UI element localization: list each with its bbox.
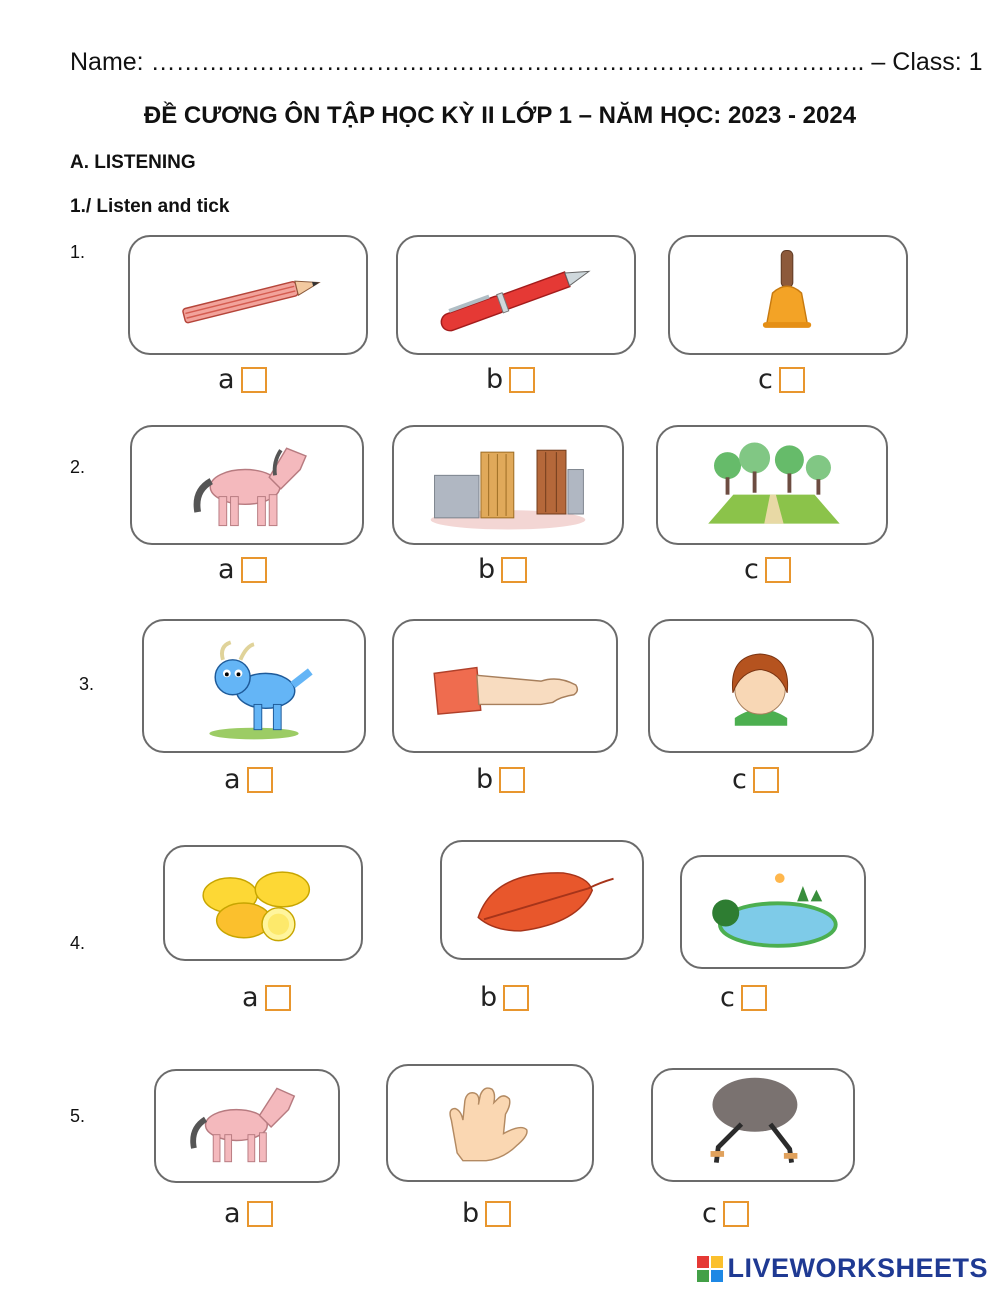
- task-instruction: 1./ Listen and tick: [70, 196, 230, 217]
- question-number: 4.: [70, 933, 86, 953]
- option-b: [486, 364, 535, 395]
- tick-checkbox[interactable]: [247, 767, 273, 793]
- tick-checkbox[interactable]: [503, 985, 529, 1011]
- option-letter: a: [218, 554, 235, 585]
- option-c: [720, 982, 767, 1013]
- tick-checkbox[interactable]: [241, 557, 267, 583]
- picture-card: [440, 840, 644, 960]
- brand-text: LIVEWORKSHEETS: [727, 1253, 988, 1283]
- picture-card: [130, 425, 364, 545]
- garden-picture: [658, 427, 886, 543]
- option-c: [732, 764, 779, 795]
- picture-card: [648, 619, 874, 753]
- hand-picture: [388, 1066, 592, 1180]
- option-letter: b: [480, 982, 498, 1013]
- pencil-picture: [130, 237, 366, 353]
- option-letter: c: [720, 982, 735, 1013]
- option-c: [744, 554, 791, 585]
- name-class-line: Name: ………………………………………………………………………….. – Class: 1: [70, 48, 983, 76]
- leaf-picture: [442, 842, 642, 958]
- tick-checkbox[interactable]: [509, 367, 535, 393]
- question-number: 5.: [70, 1106, 86, 1126]
- horse-picture: [156, 1071, 338, 1181]
- option-b: [476, 764, 525, 795]
- picture-card: [651, 1068, 855, 1182]
- lemons-picture: [165, 847, 361, 959]
- tick-checkbox[interactable]: [779, 367, 805, 393]
- option-a: [218, 554, 267, 585]
- picture-card: [668, 235, 908, 355]
- picture-card: [163, 845, 363, 961]
- option-letter: c: [758, 364, 773, 395]
- tick-checkbox[interactable]: [247, 1201, 273, 1227]
- picture-card: [680, 855, 866, 969]
- option-letter: c: [744, 554, 759, 585]
- picture-card: [154, 1069, 340, 1183]
- horse-picture: [132, 427, 362, 543]
- option-letter: b: [476, 764, 494, 795]
- tick-checkbox[interactable]: [485, 1201, 511, 1227]
- option-b: [478, 554, 527, 585]
- option-letter: b: [478, 554, 496, 585]
- legs-picture: [653, 1070, 853, 1180]
- picture-card: [386, 1064, 594, 1182]
- tick-checkbox[interactable]: [501, 557, 527, 583]
- pen-picture: [398, 237, 634, 353]
- option-letter: a: [224, 1198, 241, 1229]
- lake-picture: [682, 857, 864, 967]
- question-number: 2.: [70, 457, 86, 477]
- option-letter: a: [218, 364, 235, 395]
- picture-card: [128, 235, 368, 355]
- option-letter: b: [486, 364, 504, 395]
- worksheet-title: ĐỀ CƯƠNG ÔN TẬP HỌC KỲ II LỚP 1 – NĂM HỌC: 2023 - 2024: [143, 102, 857, 129]
- option-letter: b: [462, 1198, 480, 1229]
- picture-card: [396, 235, 636, 355]
- option-letter: c: [702, 1198, 717, 1229]
- tick-checkbox[interactable]: [499, 767, 525, 793]
- option-letter: a: [224, 764, 241, 795]
- picture-card: [142, 619, 366, 753]
- tick-checkbox[interactable]: [265, 985, 291, 1011]
- arm-picture: [394, 621, 616, 751]
- liveworksheets-logo-icon: [697, 1256, 723, 1282]
- picture-card: [656, 425, 888, 545]
- gate-picture: [394, 427, 622, 543]
- tick-checkbox[interactable]: [765, 557, 791, 583]
- question-number: 1.: [70, 242, 86, 262]
- option-letter: a: [242, 982, 259, 1013]
- section-heading: A. LISTENING: [70, 152, 196, 173]
- hair-picture: [650, 621, 872, 751]
- bell-picture: [670, 237, 906, 353]
- question-number: 3.: [79, 674, 95, 694]
- tick-checkbox[interactable]: [753, 767, 779, 793]
- liveworksheets-logo: [697, 1253, 988, 1284]
- picture-card: [392, 425, 624, 545]
- tick-checkbox[interactable]: [741, 985, 767, 1011]
- option-letter: c: [732, 764, 747, 795]
- option-a: [224, 764, 273, 795]
- option-a: [242, 982, 291, 1013]
- tick-checkbox[interactable]: [241, 367, 267, 393]
- option-a: [224, 1198, 273, 1229]
- option-c: [702, 1198, 749, 1229]
- option-b: [480, 982, 529, 1013]
- option-c: [758, 364, 805, 395]
- option-a: [218, 364, 267, 395]
- tick-checkbox[interactable]: [723, 1201, 749, 1227]
- picture-card: [392, 619, 618, 753]
- option-b: [462, 1198, 511, 1229]
- goat-picture: [144, 621, 364, 751]
